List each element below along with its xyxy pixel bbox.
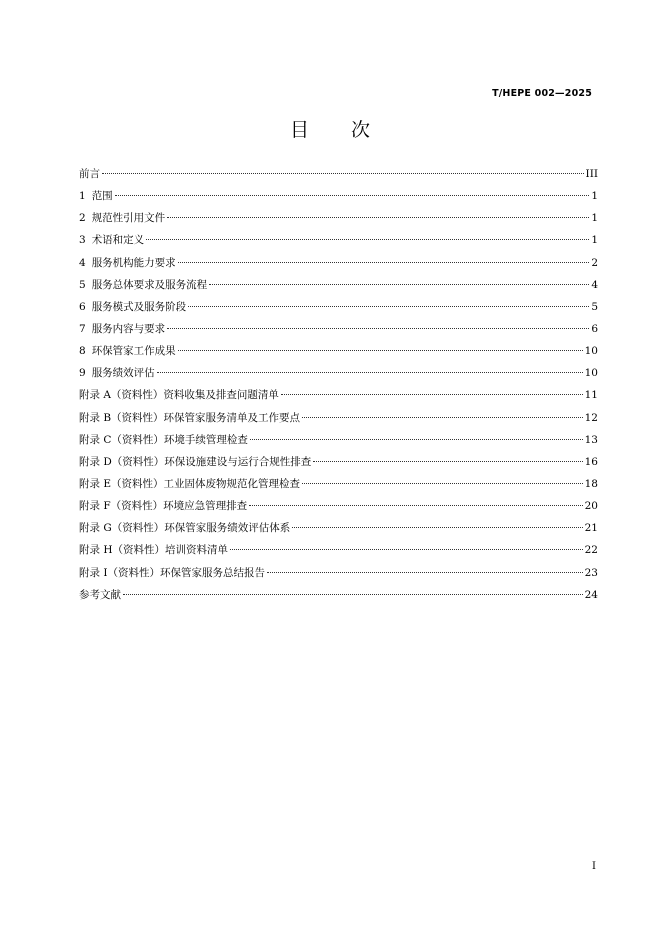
toc-dot-leader — [292, 527, 582, 528]
toc-entry-page: 6 — [591, 322, 598, 335]
toc-dot-leader — [188, 306, 589, 307]
toc-entry[interactable] — [79, 384, 598, 406]
document-code: T/HEPE 002—2025 — [492, 88, 592, 99]
toc-dot-leader — [302, 417, 583, 418]
toc-entry[interactable] — [79, 163, 598, 185]
toc-entry-number: 4 — [79, 256, 86, 269]
toc-entry-label: 附录 B（资料性）环保管家服务清单及工作要点 — [79, 411, 301, 424]
toc-dot-leader — [102, 173, 584, 174]
toc-entry-label: 术语和定义 — [91, 234, 145, 247]
toc-entry-label: 服务模式及服务阶段 — [91, 300, 187, 313]
toc-entry-label: 附录 F（资料性）环境应急管理排查 — [79, 500, 248, 513]
toc-entry-page: 10 — [584, 345, 598, 358]
toc-entry[interactable] — [79, 274, 598, 296]
table-of-contents — [79, 163, 598, 606]
toc-entry-page: 13 — [584, 433, 598, 446]
toc-entry-page: 4 — [591, 278, 598, 291]
toc-entry[interactable] — [79, 340, 598, 362]
toc-dot-leader — [115, 195, 590, 196]
toc-entry-page: 1 — [591, 212, 598, 225]
toc-dot-leader — [267, 572, 583, 573]
page-number: I — [592, 861, 596, 872]
toc-entry-number: 7 — [79, 322, 86, 335]
toc-entry[interactable] — [79, 229, 598, 251]
toc-entry-page: 18 — [584, 477, 598, 490]
toc-entry-page: 5 — [591, 300, 598, 313]
toc-dot-leader — [250, 439, 583, 440]
toc-dot-leader — [157, 372, 583, 373]
toc-entry-label: 范围 — [91, 190, 113, 203]
toc-entry-label: 服务机构能力要求 — [91, 256, 176, 269]
toc-dot-leader — [230, 549, 583, 550]
toc-dot-leader — [209, 284, 589, 285]
toc-entry-page: 20 — [584, 500, 598, 513]
toc-entry-page: 12 — [584, 411, 598, 424]
toc-entry[interactable] — [79, 185, 598, 207]
toc-dot-leader — [249, 505, 583, 506]
toc-entry-number: 6 — [79, 300, 86, 313]
toc-entry-number: 3 — [79, 234, 86, 247]
toc-entry-label: 附录 E（资料性）工业固体废物规范化管理检查 — [79, 477, 301, 490]
toc-entry-page: 23 — [584, 566, 598, 579]
toc-entry-number: 8 — [79, 345, 86, 358]
toc-dot-leader — [167, 328, 589, 329]
page-title — [0, 115, 662, 142]
toc-entry-label: 前言 — [79, 168, 100, 180]
toc-entry-page: 1 — [591, 234, 598, 247]
title-char-2: 次 — [351, 119, 373, 141]
toc-entry-label: 附录 C（资料性）环境手续管理检查 — [79, 433, 248, 446]
toc-entry-number: 5 — [79, 278, 86, 291]
toc-entry-label: 服务绩效评估 — [91, 367, 155, 380]
toc-entry[interactable] — [79, 252, 598, 274]
toc-entry-page: 10 — [584, 367, 598, 380]
toc-entry-number: 1 — [79, 190, 86, 203]
toc-entry[interactable] — [79, 362, 598, 384]
toc-entry[interactable] — [79, 473, 598, 495]
toc-entry-label: 规范性引用文件 — [91, 212, 166, 225]
toc-entry-label: 参考文献 — [79, 588, 121, 601]
toc-dot-leader — [123, 594, 583, 595]
toc-entry[interactable] — [79, 495, 598, 517]
toc-entry[interactable] — [79, 539, 598, 561]
toc-entry-label: 附录 H（资料性）培训资料清单 — [79, 544, 228, 557]
title-char-1: 目 — [289, 119, 311, 141]
toc-entry-label: 服务内容与要求 — [91, 322, 166, 335]
toc-dot-leader — [178, 350, 583, 351]
toc-entry[interactable] — [79, 207, 598, 229]
toc-entry-label: 附录 A（资料性）资料收集及排查问题清单 — [79, 389, 279, 402]
toc-dot-leader — [178, 262, 590, 263]
toc-entry[interactable] — [79, 562, 598, 584]
toc-entry[interactable] — [79, 451, 598, 473]
toc-dot-leader — [146, 239, 589, 240]
toc-entry-page: 21 — [584, 522, 598, 535]
toc-entry-label: 环保管家工作成果 — [91, 345, 176, 358]
toc-entry-number: 9 — [79, 367, 86, 380]
toc-entry-page: 24 — [584, 588, 598, 601]
toc-dot-leader — [302, 483, 583, 484]
toc-entry-label: 附录 I（资料性）环保管家服务总结报告 — [79, 566, 265, 579]
toc-entry-page: 16 — [584, 455, 598, 468]
toc-entry[interactable] — [79, 318, 598, 340]
toc-entry[interactable] — [79, 584, 598, 606]
toc-entry-number: 2 — [79, 212, 86, 225]
toc-entry-page: 22 — [584, 544, 598, 557]
toc-entry-label: 服务总体要求及服务流程 — [91, 278, 208, 291]
toc-dot-leader — [313, 461, 582, 462]
toc-entry-label: 附录 D（资料性）环保设施建设与运行合规性排查 — [79, 455, 312, 468]
toc-entry[interactable] — [79, 296, 598, 318]
toc-entry-page: 11 — [584, 389, 598, 402]
toc-dot-leader — [281, 394, 583, 395]
toc-entry-page: 1 — [591, 190, 598, 203]
toc-entry[interactable] — [79, 407, 598, 429]
toc-entry-page: III — [585, 168, 598, 180]
toc-entry-page: 2 — [591, 256, 598, 269]
toc-entry[interactable] — [79, 517, 598, 539]
toc-dot-leader — [167, 217, 589, 218]
toc-entry-label: 附录 G（资料性）环保管家服务绩效评估体系 — [79, 522, 291, 535]
toc-entry[interactable] — [79, 429, 598, 451]
